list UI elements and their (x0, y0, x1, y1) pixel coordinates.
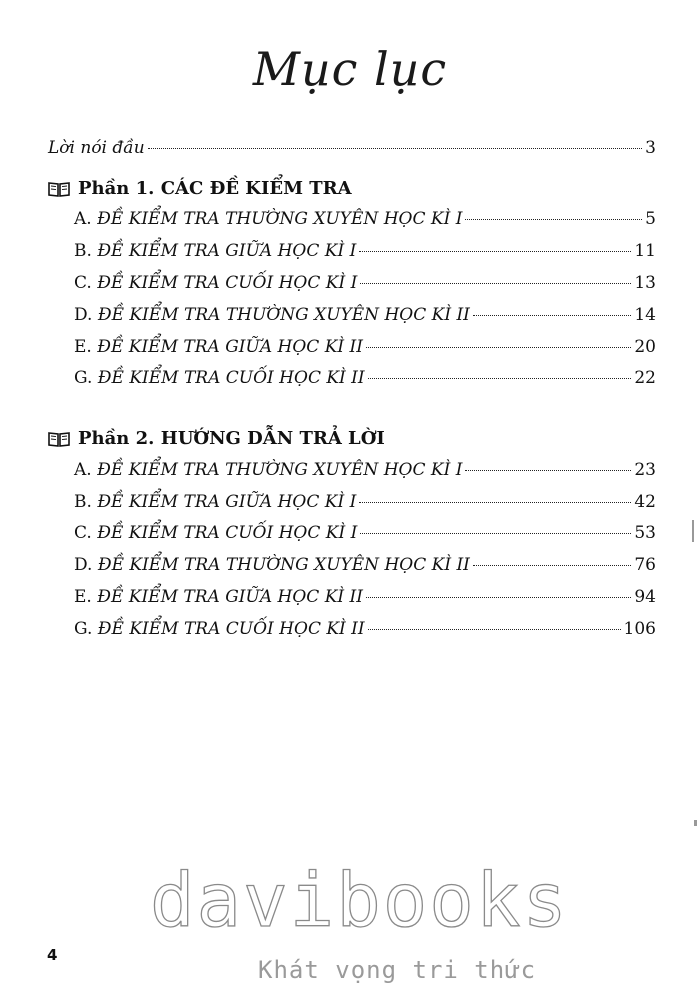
toc-entry-label: ĐỀ KIỂM TRA GIỮA HỌC KÌ I (97, 241, 357, 261)
dot-leader (366, 596, 631, 598)
section-heading-part-1 (48, 178, 352, 199)
toc-page-number: 106 (623, 619, 656, 639)
toc-entry-prefix: D. (74, 555, 93, 575)
toc-page-number: 23 (634, 460, 656, 480)
toc-entry-label: ĐỀ KIỂM TRA CUỐI HỌC KÌ I (97, 523, 358, 543)
toc-row (74, 367, 656, 389)
page-title: Mục lục (252, 42, 448, 96)
toc-page-number: 76 (634, 555, 656, 575)
toc-entry-prefix: B. (74, 492, 92, 512)
open-book-icon (48, 181, 70, 197)
toc-entry-prefix: C. (74, 523, 92, 543)
section-heading-text: Phần 1. CÁC ĐỀ KIỂM TRA (78, 178, 352, 199)
section-heading-text: Phần 2. HƯỚNG DẪN TRẢ LỜI (78, 428, 385, 449)
dot-leader (366, 346, 631, 348)
toc-page-number: 14 (634, 305, 656, 325)
toc-page-number: 3 (645, 138, 656, 158)
dot-leader (359, 250, 631, 252)
toc-entry-prefix: G. (74, 368, 93, 388)
toc-row (74, 491, 656, 513)
toc-row (74, 336, 656, 358)
toc-page-number: 5 (645, 209, 656, 229)
toc-page-number: 53 (634, 523, 656, 543)
toc-entry-label: ĐỀ KIỂM TRA GIỮA HỌC KÌ II (97, 337, 363, 357)
toc-entry-label: ĐỀ KIỂM TRA CUỐI HỌC KÌ II (97, 368, 365, 388)
toc-entry-prefix: G. (74, 619, 93, 639)
publisher-tagline: Khát vọng tri thức (258, 956, 537, 984)
toc-row (74, 272, 656, 294)
toc-entry-label: ĐỀ KIỂM TRA THƯỜNG XUYÊN HỌC KÌ I (97, 460, 463, 480)
dot-leader (473, 314, 631, 316)
toc-entry-label: ĐỀ KIỂM TRA THƯỜNG XUYÊN HỌC KÌ II (97, 305, 470, 325)
toc-entry-label: Lời nói đầu (48, 138, 145, 158)
dot-leader (148, 147, 643, 149)
toc-row (74, 208, 656, 230)
toc-entry-prefix: A. (74, 460, 92, 480)
toc-entry-prefix: A. (74, 209, 92, 229)
toc-row (74, 618, 656, 640)
toc-entry-label: ĐỀ KIỂM TRA CUỐI HỌC KÌ II (97, 619, 365, 639)
toc-row (74, 304, 656, 326)
toc-row (74, 554, 656, 576)
toc-entry-prefix: C. (74, 273, 92, 293)
toc-page-number: 11 (634, 241, 656, 261)
page-number: 4 (47, 946, 58, 964)
open-book-icon (48, 431, 70, 447)
toc-entry-label: ĐỀ KIỂM TRA THƯỜNG XUYÊN HỌC KÌ I (97, 209, 463, 229)
toc-entry-label: ĐỀ KIỂM TRA GIỮA HỌC KÌ II (97, 587, 363, 607)
toc-page-number: 94 (634, 587, 656, 607)
dot-leader (360, 282, 631, 284)
scan-edge-mark (694, 820, 697, 826)
toc-row (74, 459, 656, 481)
toc-entry-label: ĐỀ KIỂM TRA CUỐI HỌC KÌ I (97, 273, 358, 293)
toc-page-number: 13 (634, 273, 656, 293)
dot-leader (368, 628, 621, 630)
toc-row (74, 522, 656, 544)
toc-page-number: 20 (634, 337, 656, 357)
section-heading-part-2 (48, 428, 385, 449)
toc-entry-prefix: E. (74, 337, 92, 357)
toc-entry-prefix: D. (74, 305, 93, 325)
publisher-watermark: davibooks (150, 858, 569, 944)
toc-entry-prefix: B. (74, 241, 92, 261)
dot-leader (465, 469, 631, 471)
toc-page-number: 42 (634, 492, 656, 512)
dot-leader (473, 564, 631, 566)
scan-edge-mark (692, 520, 694, 542)
toc-entry-label: ĐỀ KIỂM TRA GIỮA HỌC KÌ I (97, 492, 357, 512)
toc-entry-prefix: E. (74, 587, 92, 607)
dot-leader (465, 218, 642, 220)
toc-page-number: 22 (634, 368, 656, 388)
toc-row-intro (48, 137, 656, 159)
toc-row (74, 586, 656, 608)
dot-leader (368, 377, 632, 379)
dot-leader (360, 532, 631, 534)
dot-leader (359, 501, 631, 503)
toc-entry-label: ĐỀ KIỂM TRA THƯỜNG XUYÊN HỌC KÌ II (97, 555, 470, 575)
toc-row (74, 240, 656, 262)
